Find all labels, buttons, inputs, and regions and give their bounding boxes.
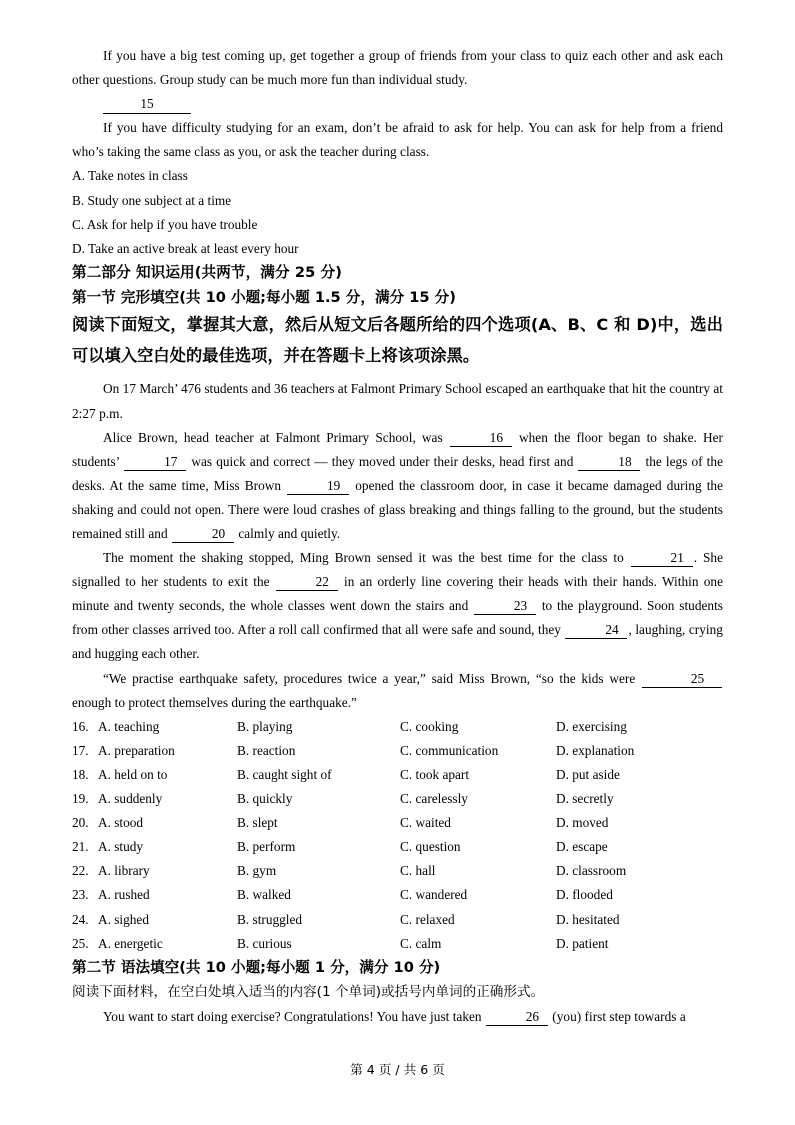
cloze-p3-text-b: . She signalled to her students to exit the — [72, 550, 723, 590]
reading-option-c[interactable]: C. Ask for help if you have trouble — [72, 216, 258, 232]
choice-option-b[interactable]: B. curious — [237, 935, 292, 951]
cloze-blank-20[interactable]: 20 — [172, 526, 234, 543]
choice-option-c[interactable]: C. hall — [400, 863, 436, 879]
table-row — [72, 811, 723, 835]
choice-number: 18. — [72, 766, 89, 782]
cloze-paragraph-1 — [72, 377, 723, 425]
cloze-p3-text-e: , laughing, crying and hugging each other. — [72, 622, 723, 662]
choice-option-d[interactable]: D. put aside — [556, 766, 620, 782]
page-footer: 第 4 页 / 共 6 页 — [350, 1062, 445, 1077]
choice-number: 25. — [72, 935, 89, 951]
choice-option-d[interactable]: D. hesitated — [556, 911, 620, 927]
part-two-heading: 第二部分 知识运用(共两节，满分 25 分) — [72, 263, 342, 281]
table-row — [72, 859, 723, 883]
cloze-p2-text-f: calmly and quietly. — [234, 526, 341, 541]
section-two-heading: 第二节 语法填空(共 10 小题;每小题 1 分，满分 10 分) — [72, 958, 441, 976]
choice-option-d[interactable]: D. secretly — [556, 791, 614, 807]
choice-number: 23. — [72, 887, 89, 903]
choice-option-c[interactable]: C. wandered — [400, 887, 468, 903]
cloze-p3-text-a: The moment the shaking stopped, Ming Brown sensed it was the best time for the class to — [103, 550, 630, 566]
choice-option-c[interactable]: C. took apart — [400, 766, 470, 782]
cloze-blank-25[interactable]: 25 — [642, 671, 722, 688]
choice-number: 16. — [72, 718, 89, 734]
content-column — [72, 44, 723, 1030]
choice-option-b[interactable]: B. perform — [237, 839, 296, 855]
choice-option-a[interactable]: A. rushed — [98, 887, 150, 903]
choice-number: 24. — [72, 911, 89, 927]
choice-option-c[interactable]: C. carelessly — [400, 791, 468, 807]
reading-option-d[interactable]: D. Take an active break at least every hour — [72, 240, 299, 256]
choice-option-c[interactable]: C. cooking — [400, 718, 459, 734]
reading-blank-15-row — [72, 92, 723, 116]
cloze-blank-22[interactable]: 22 — [276, 574, 338, 591]
reading-paragraph-2: If you have difficulty studying for an exam, don’t be afraid to ask for help. You can ask for help from a friend who’s taking the same class as you, or ask the teacher during class. — [72, 120, 723, 160]
choice-option-b[interactable]: B. caught sight of — [237, 766, 332, 782]
choice-option-b[interactable]: B. gym — [237, 863, 277, 879]
choice-option-d[interactable]: D. escape — [556, 839, 608, 855]
choice-number: 21. — [72, 839, 89, 855]
choice-number: 22. — [72, 863, 89, 879]
choice-option-d[interactable]: D. explanation — [556, 742, 635, 758]
reading-paragraph-1: If you have a big test coming up, get together a group of friends from your class to quiz each other and ask each other questions. Group study can be much more fun than individual study. — [72, 48, 723, 88]
choice-option-c[interactable]: C. waited — [400, 815, 451, 831]
table-row — [72, 787, 723, 811]
choice-option-b[interactable]: B. walked — [237, 887, 291, 903]
grammar-text-b: (you) first step towards a — [548, 1009, 686, 1025]
section-one-heading: 第一节 完形填空(共 10 小题;每小题 1.5 分，满分 15 分) — [72, 288, 456, 306]
table-row — [72, 883, 723, 907]
choice-option-d[interactable]: D. moved — [556, 815, 609, 831]
choice-option-b[interactable]: B. playing — [237, 718, 293, 734]
grammar-text-a: You want to start doing exercise? Congratulations! You have just taken — [103, 1009, 485, 1025]
choice-option-a[interactable]: A. preparation — [98, 742, 175, 758]
choice-option-d[interactable]: D. flooded — [556, 887, 613, 903]
choice-option-a[interactable]: A. suddenly — [98, 791, 163, 807]
cloze-p3-text-c: in an orderly line covering their heads with their hands. Within one minute and twenty seconds, the whole classes went down the stairs and — [72, 574, 724, 614]
table-row — [72, 739, 723, 763]
cloze-blank-24[interactable]: 24 — [565, 622, 627, 639]
cloze-p2-text-e: opened the classroom door, in case it became damaged during the shaking and could not open. There were loud crashes of glass breaking and things falling to the ground, but the students remained still and — [72, 477, 724, 541]
choice-option-a[interactable]: A. library — [98, 863, 150, 879]
cloze-choices-table — [72, 715, 723, 956]
cloze-p1-text-a: On 17 March — [103, 381, 175, 397]
choice-option-a[interactable]: A. held on to — [98, 766, 168, 782]
cloze-choices-body — [72, 715, 723, 956]
choice-option-c[interactable]: C. calm — [400, 935, 442, 951]
choice-number: 20. — [72, 815, 89, 831]
table-row — [72, 835, 723, 859]
choice-option-d[interactable]: D. classroom — [556, 863, 627, 879]
cloze-blank-16[interactable]: 16 — [450, 430, 512, 447]
choice-option-a[interactable]: A. study — [98, 839, 144, 855]
choice-option-b[interactable]: B. quickly — [237, 791, 293, 807]
cloze-p4-text-b: enough to protect themselves during the earthquake.” — [72, 694, 357, 710]
cloze-paragraph-4 — [72, 667, 723, 715]
table-row — [72, 763, 723, 787]
cloze-paragraph-2 — [72, 426, 723, 546]
cloze-blank-17[interactable]: 17 — [124, 454, 186, 471]
cloze-p2-text-b: when the floor began to shake. Her students’ — [72, 429, 723, 469]
choice-option-a[interactable]: A. stood — [98, 815, 144, 831]
choice-option-a[interactable]: A. sighed — [98, 911, 149, 927]
cloze-p4-text-a: “We practise earthquake safety, procedures twice a year,” said Miss Brown, “so the kids were — [103, 670, 641, 686]
table-row — [72, 932, 723, 956]
choice-option-c[interactable]: C. communication — [400, 742, 499, 758]
reading-blank-15[interactable]: 15 — [103, 95, 191, 114]
table-row — [72, 715, 723, 739]
choice-option-a[interactable]: A. teaching — [98, 718, 160, 734]
section-one-instruction: 阅读下面短文，掌握其大意，然后从短文后各题所给的四个选项(A、B、C 和 D)中，选出可以填入空白处的最佳选项，并在答题卡上将该项涂黑。 — [72, 315, 723, 365]
choice-option-c[interactable]: C. relaxed — [400, 911, 455, 927]
choice-option-b[interactable]: B. slept — [237, 815, 278, 831]
choice-option-c[interactable]: C. question — [400, 839, 461, 855]
table-row — [72, 908, 723, 932]
choice-option-a[interactable]: A. energetic — [98, 935, 163, 951]
cloze-p2-text-d: the legs of the desks. At the same time, Miss Brown — [72, 453, 723, 493]
choice-option-b[interactable]: B. struggled — [237, 911, 303, 927]
choice-option-d[interactable]: D. patient — [556, 935, 609, 951]
reading-option-b[interactable]: B. Study one subject at a time — [72, 192, 232, 208]
grammar-paragraph-1 — [72, 1005, 723, 1029]
cloze-blank-21[interactable]: 21 — [631, 550, 693, 567]
cloze-p1-punct-mark: ’ — [174, 381, 178, 397]
cloze-p2-text-c: was quick and correct — they moved under their desks, head first and — [187, 453, 578, 469]
cloze-paragraph-3 — [72, 546, 723, 666]
choice-number: 17. — [72, 742, 89, 758]
reading-option-a[interactable]: A. Take notes in class — [72, 168, 188, 184]
choice-number: 19. — [72, 791, 89, 807]
section-two-instruction: 阅读下面材料，在空白处填入适当的内容(1 个单词)或括号内单词的正确形式。 — [72, 984, 545, 1001]
choice-option-d[interactable]: D. exercising — [556, 718, 627, 734]
cloze-p3-text-d: to the playground. Soon students from other classes arrived too. After a roll call confirmed that all were safe and sound, they — [72, 598, 723, 638]
cloze-p2-text-a: Alice Brown, head teacher at Falmont Primary School, was — [103, 429, 449, 445]
cloze-blank-18[interactable]: 18 — [578, 454, 640, 471]
cloze-blank-23[interactable]: 23 — [474, 598, 536, 615]
grammar-blank-26[interactable]: 26 — [486, 1009, 548, 1026]
choice-option-b[interactable]: B. reaction — [237, 742, 296, 758]
cloze-p1-text-b: 476 students and 36 teachers at Falmont Primary School escaped an earthquake that hit the country at 2:27 p.m. — [72, 381, 723, 421]
cloze-blank-19[interactable]: 19 — [287, 478, 349, 495]
